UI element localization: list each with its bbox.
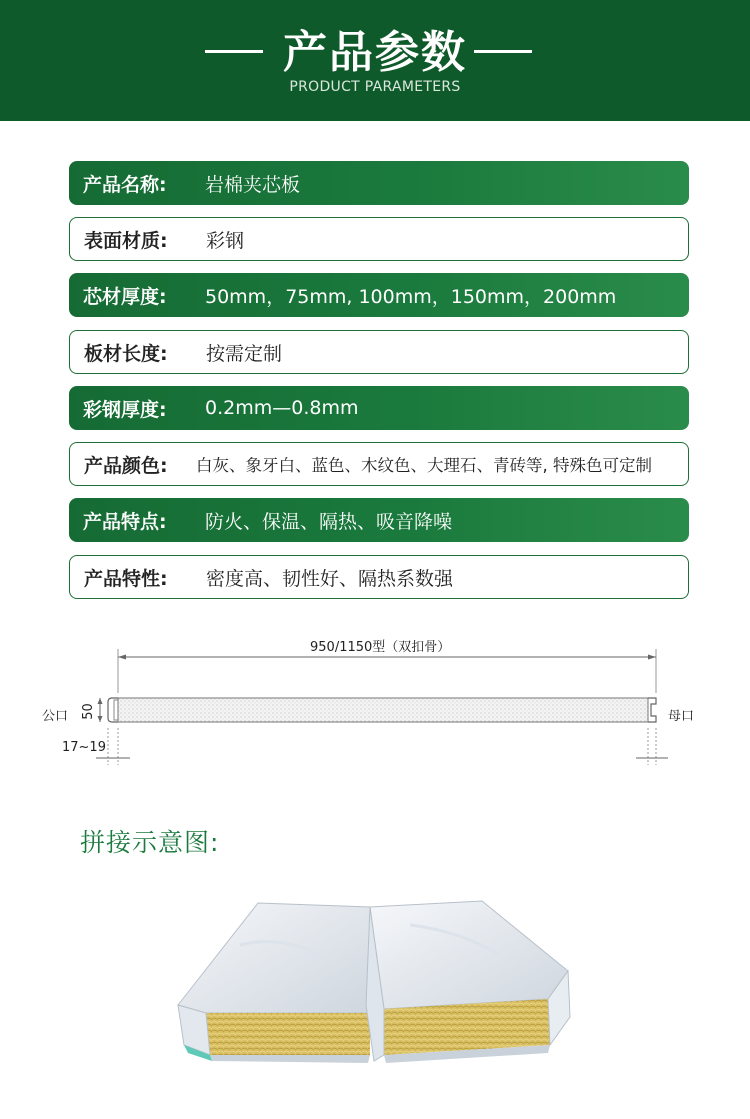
splice-diagram-title: 拼接示意图: [80, 828, 220, 857]
page-subtitle: PRODUCT PARAMETERS [289, 79, 461, 95]
param-label: 表面材质: [84, 229, 168, 252]
param-row-product-color [69, 442, 689, 486]
param-row-panel-length [69, 330, 689, 374]
title-dash-right [474, 50, 532, 53]
param-value: 50mm，75mm, 100mm，150mm，200mm [205, 285, 617, 308]
param-value: 彩钢 [206, 229, 245, 252]
param-row-product-features [69, 498, 689, 542]
param-value: 防火、保温、隔热、吸音降噪 [205, 510, 453, 533]
param-row-surface-material [69, 217, 689, 261]
panel-width-label: 950/1150型（双扣骨） [310, 640, 451, 655]
param-label: 产品颜色: [84, 454, 168, 477]
joint-gap-label: 17~19 [62, 740, 106, 755]
param-label: 芯材厚度: [83, 285, 167, 308]
parameter-list [69, 161, 689, 611]
param-label: 产品特性: [84, 567, 168, 590]
panel-thickness-label: 50 [80, 703, 96, 720]
param-value: 按需定制 [206, 342, 283, 365]
param-label: 板材长度: [84, 342, 168, 365]
female-joint-label: 母口 [668, 709, 695, 724]
param-row-product-name [69, 161, 689, 205]
param-value: 密度高、韧性好、隔热系数强 [206, 567, 454, 590]
param-value: 0.2mm—0.8mm [205, 397, 359, 419]
param-label: 产品特点: [83, 510, 167, 533]
param-label: 彩钢厚度: [83, 398, 167, 421]
sandwich-panel-image [170, 885, 590, 1075]
page-title: 产品参数 [283, 27, 467, 78]
param-label: 产品名称: [83, 173, 167, 196]
param-row-product-properties [69, 555, 689, 599]
param-value: 岩棉夹芯板 [205, 173, 301, 196]
param-value: 白灰、象牙白、蓝色、木纹色、大理石、青砖等, 特殊色可定制 [196, 456, 652, 475]
param-row-steel-thickness [69, 386, 689, 430]
panel-dimension-diagram [0, 620, 750, 780]
splice-illustration [170, 885, 590, 1075]
male-joint-label: 公口 [42, 709, 69, 724]
param-row-core-thickness [69, 273, 689, 317]
page-header [0, 0, 750, 121]
